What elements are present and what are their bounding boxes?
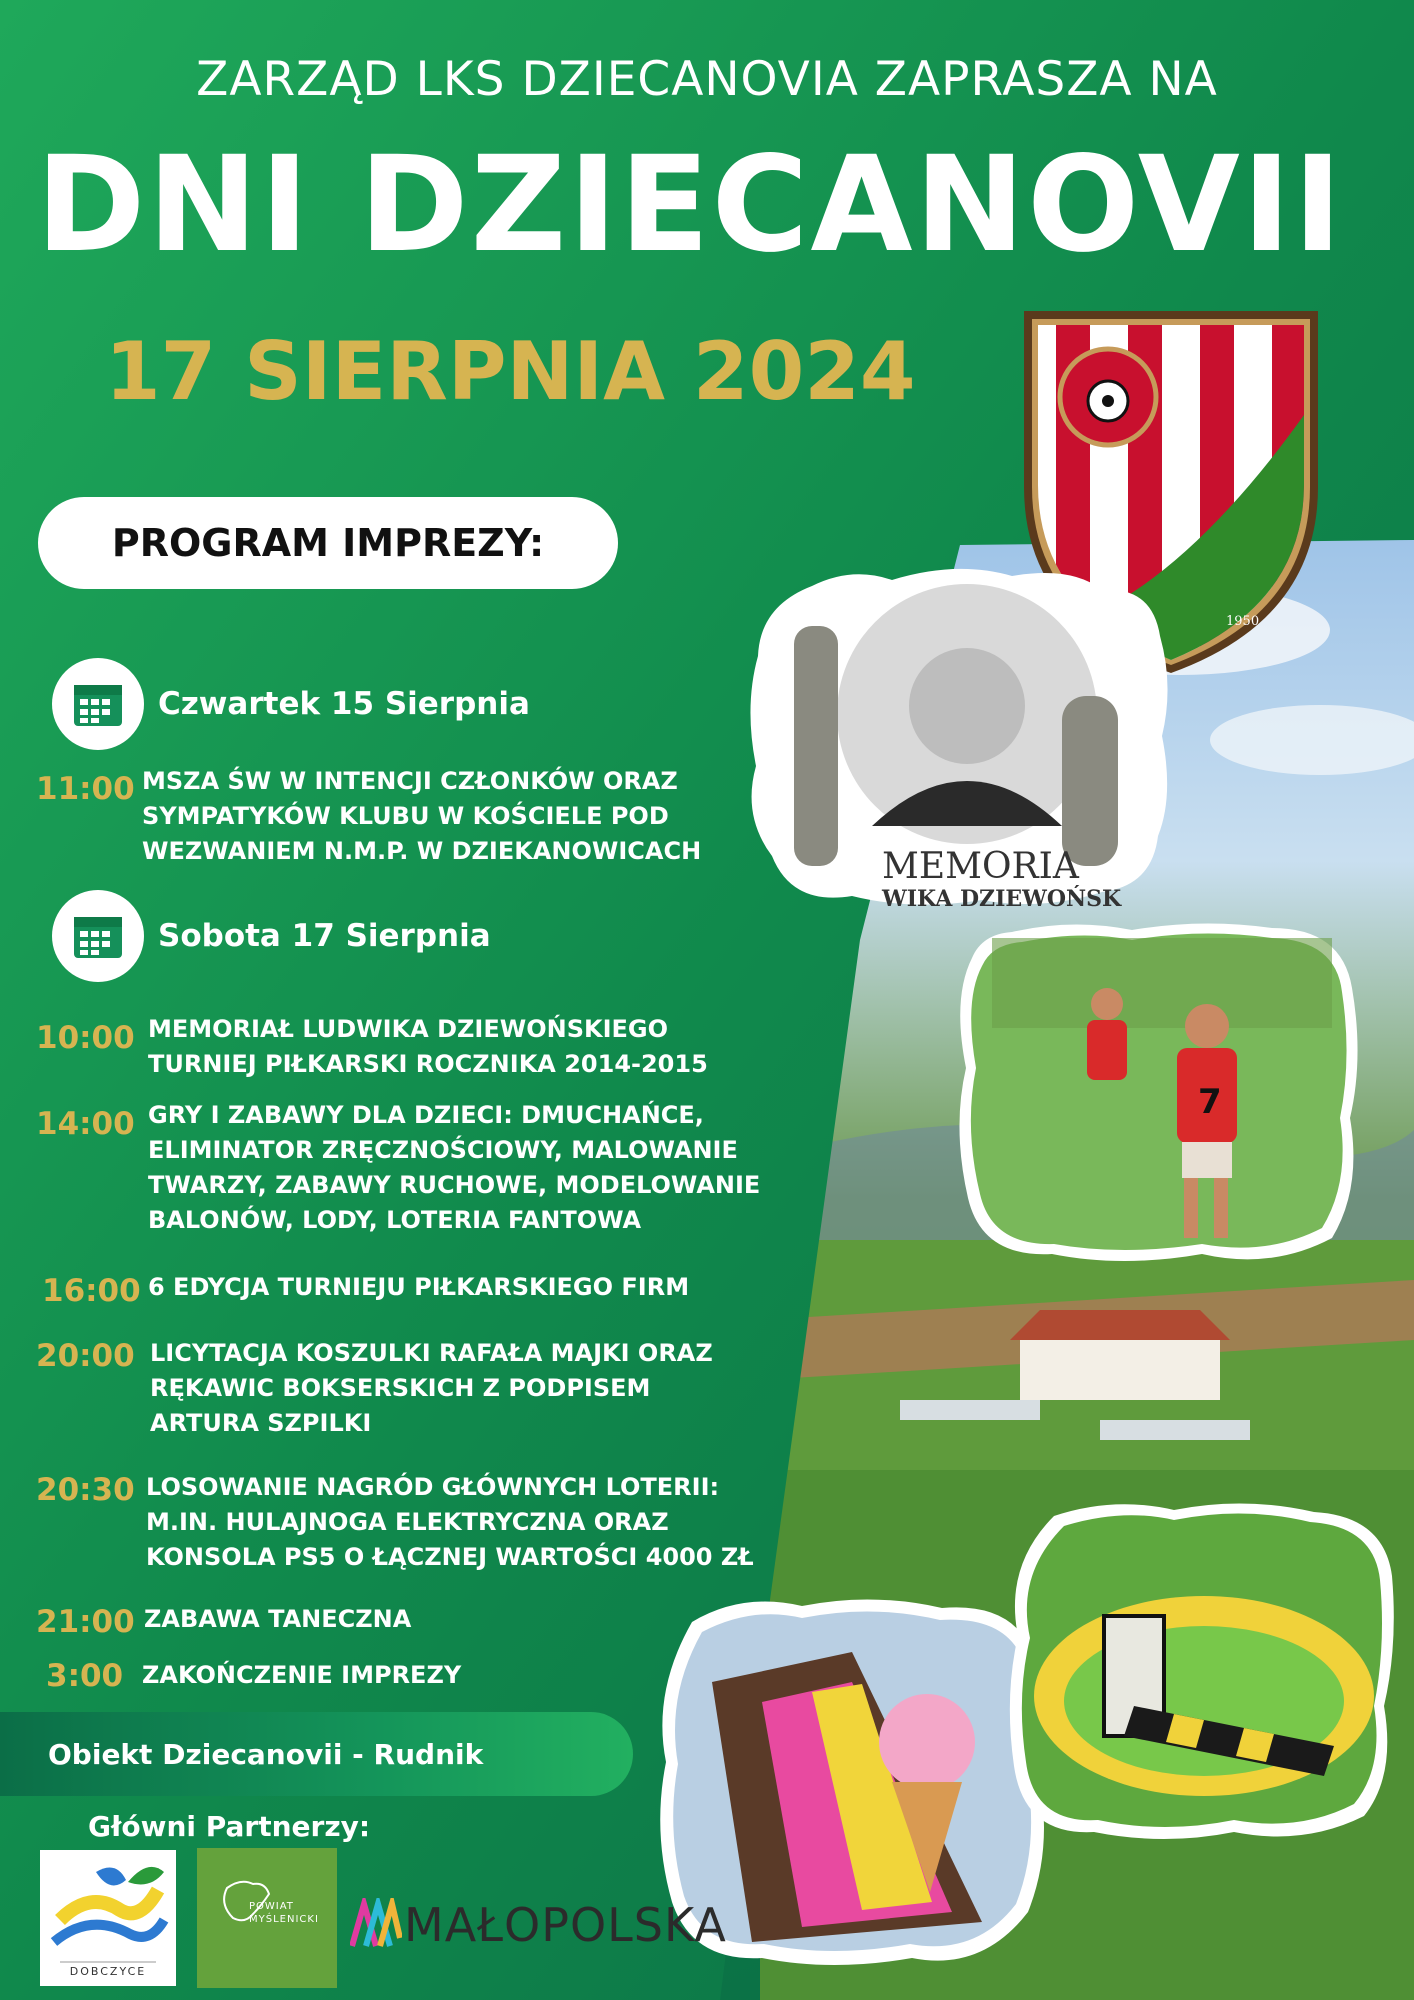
svg-text:7: 7	[1198, 1082, 1222, 1122]
eliminator-game-photo	[1004, 1496, 1398, 1846]
event-description	[148, 1098, 788, 1238]
event-line: ARTURA SZPILKI	[150, 1409, 372, 1437]
event-line: BALONÓW, LODY, LOTERIA FANTOWA	[148, 1206, 642, 1234]
calendar-icon	[52, 658, 144, 750]
program-label: PROGRAM IMPREZY:	[111, 521, 545, 565]
event-line: GRY I ZABAWY DLA DZIECI: DMUCHAŃCE,	[148, 1101, 704, 1129]
event-line: 6 EDYCJA TURNIEJU PIŁKARSKIEGO FIRM	[148, 1273, 690, 1301]
event-description	[148, 1270, 788, 1305]
partner-name: MAŁOPOLSKA	[404, 1898, 727, 1952]
event-line: M.IN. HULAJNOGA ELEKTRYCZNA ORAZ	[146, 1508, 669, 1536]
crest-year: 1950	[1226, 614, 1260, 629]
partner-name: POWIAT MYŚLENICKI	[249, 1901, 319, 1925]
event-line: LOSOWANIE NAGRÓD GŁÓWNYCH LOTERII:	[146, 1473, 720, 1501]
day-label: Czwartek 15 Sierpnia	[158, 686, 530, 722]
event-time: 3:00	[46, 1658, 124, 1694]
venue-label: Obiekt Dziecanovii - Rudnik	[48, 1737, 484, 1771]
event-time: 16:00	[42, 1273, 141, 1309]
event-time: 11:00	[36, 771, 135, 807]
event-line: SYMPATYKÓW KLUBU W KOŚCIELE POD	[142, 802, 669, 830]
partner-logo-malopolska	[350, 1892, 727, 1958]
event-description	[148, 1012, 788, 1082]
event-line: WEZWANIEM N.M.P. W DZIEKANOWICACH	[142, 837, 702, 865]
event-line: LICYTACJA KOSZULKI RAFAŁA MAJKI ORAZ	[150, 1339, 713, 1367]
event-time: 20:30	[36, 1472, 135, 1508]
partner-logo-dobczyce	[40, 1850, 176, 1986]
event-time: 10:00	[36, 1020, 135, 1056]
partner-name: DOBCZYCE	[69, 1965, 147, 1978]
event-description	[150, 1336, 790, 1441]
event-time: 20:00	[36, 1338, 135, 1374]
event-line: TURNIEJ PIŁKARSKI ROCZNIKA 2014-2015	[148, 1050, 708, 1078]
memorial-photo	[742, 566, 1174, 911]
event-description	[142, 764, 782, 869]
calendar-icon	[52, 890, 144, 982]
event-line: ZABAWA TANECZNA	[144, 1605, 412, 1633]
event-line: ELIMINATOR ZRĘCZNOŚCIOWY, MALOWANIE	[148, 1136, 738, 1164]
event-time: 14:00	[36, 1106, 135, 1142]
event-line: MSZA ŚW W INTENCJI CZŁONKÓW ORAZ	[142, 767, 678, 795]
event-time: 21:00	[36, 1604, 135, 1640]
venue-bar	[0, 1712, 633, 1796]
memorial-text: MEMORIA	[882, 846, 1079, 887]
day-label: Sobota 17 Sierpnia	[158, 918, 491, 954]
organizer-invite: ZARZĄD LKS DZIECANOVIA ZAPRASZA NA	[196, 52, 1218, 107]
partner-logo-powiat	[197, 1848, 337, 1988]
program-header-pill	[38, 497, 618, 589]
partners-title: Główni Partnerzy:	[88, 1810, 371, 1843]
day-heading-saturday	[52, 890, 491, 982]
event-description	[146, 1470, 786, 1575]
day-heading-thursday	[52, 658, 530, 750]
event-date: 17 SIERPNIA 2024	[105, 325, 916, 418]
event-title: DNI DZIECANOVII	[35, 128, 1345, 282]
event-line: ZAKOŃCZENIE IMPREZY	[142, 1661, 462, 1689]
event-line: KONSOLA PS5 O ŁĄCZNEJ WARTOŚCI 4000 ZŁ	[146, 1543, 754, 1571]
event-line: MEMORIAŁ LUDWIKA DZIEWOŃSKIEGO	[148, 1015, 669, 1043]
event-line: RĘKAWIC BOKSERSKICH Z PODPISEM	[150, 1374, 651, 1402]
event-line: TWARZY, ZABAWY RUCHOWE, MODELOWANIE	[148, 1171, 761, 1199]
kids-football-photo	[952, 918, 1364, 1270]
memorial-text-2: WIKA DZIEWOŃSK	[882, 886, 1122, 911]
